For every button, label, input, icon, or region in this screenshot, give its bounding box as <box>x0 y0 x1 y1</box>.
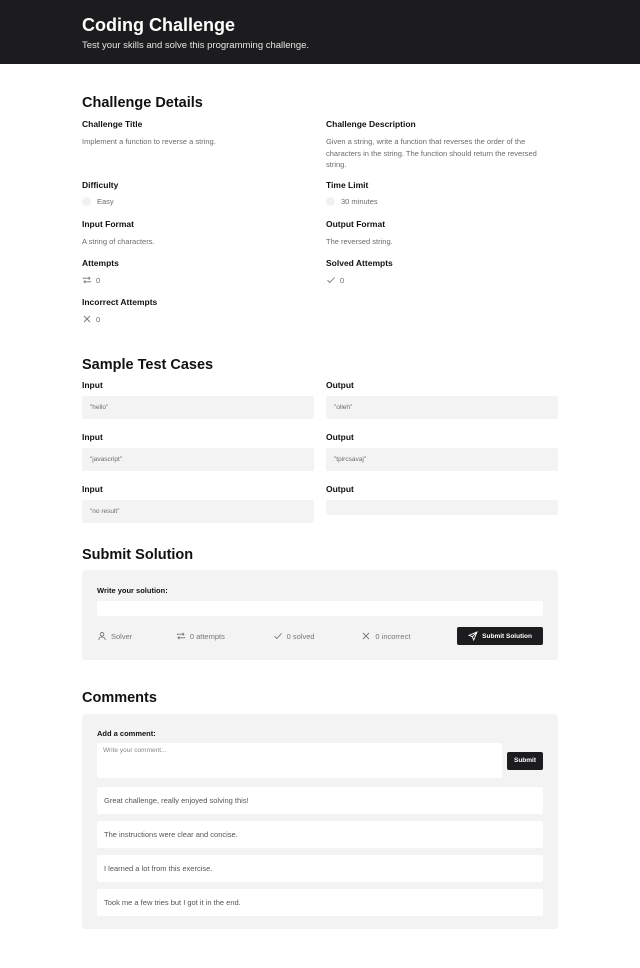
x-icon <box>361 631 371 641</box>
main-content <box>0 95 640 929</box>
difficulty-icon <box>82 197 91 206</box>
write-solution-label: Write your solution: <box>97 586 168 595</box>
input-label: Input <box>82 380 103 390</box>
comment-list <box>97 787 543 916</box>
test-case-input <box>82 380 326 432</box>
comment-item: I learned a lot from this exercise. <box>97 855 543 882</box>
comment-item: Took me a few tries but I got it in the end. <box>97 889 543 916</box>
challenge-details-title: Challenge Details <box>82 95 203 111</box>
send-icon <box>468 631 478 641</box>
clock-icon <box>326 197 335 206</box>
comments-panel <box>82 714 558 929</box>
submit-attempts-label: 0 attempts <box>189 631 225 641</box>
test-output-box <box>326 500 558 515</box>
comment-submit-button[interactable]: Submit <box>507 752 543 770</box>
check-icon <box>326 275 336 285</box>
output-format-field <box>326 219 558 258</box>
page-title: Coding Challenge <box>82 15 235 35</box>
details-grid <box>82 119 558 336</box>
solution-input[interactable] <box>97 601 543 616</box>
test-case-output <box>326 432 558 484</box>
output-format-value: The reversed string. <box>326 237 393 246</box>
submit-solved-label: 0 solved <box>286 631 315 641</box>
challenge-description-field <box>326 119 558 180</box>
test-input-box: "no result" <box>82 500 314 523</box>
challenge-title-label: Challenge Title <box>82 119 143 129</box>
difficulty-label: Difficulty <box>82 180 119 190</box>
test-input-box: "javascript" <box>82 448 314 471</box>
test-input-box: "hello" <box>82 396 314 419</box>
test-case-output <box>326 484 558 529</box>
submit-incorrect-label: 0 incorrect <box>375 631 411 641</box>
incorrect-attempts-label: Incorrect Attempts <box>82 297 158 307</box>
submit-panel <box>82 570 558 660</box>
input-format-field <box>82 219 326 258</box>
output-label: Output <box>326 432 354 442</box>
attempts-field <box>82 258 326 297</box>
submit-solved <box>273 631 362 641</box>
challenge-description-label: Challenge Description <box>326 119 416 129</box>
test-output-box: "tpircsavaj" <box>326 448 558 471</box>
submit-solution-button[interactable] <box>457 627 543 645</box>
incorrect-attempts-field <box>82 297 326 336</box>
add-comment-row <box>97 743 543 778</box>
repeat-icon <box>176 631 186 641</box>
input-label: Input <box>82 484 103 494</box>
submit-solution-label: Submit Solution <box>482 632 532 640</box>
difficulty-field <box>82 180 326 219</box>
output-label: Output <box>326 484 354 494</box>
challenge-title-field <box>82 119 326 180</box>
comment-input[interactable]: Write your comment... <box>97 743 502 778</box>
test-case-input <box>82 484 326 529</box>
test-case-input <box>82 432 326 484</box>
time-limit-value: 30 minutes <box>341 197 378 206</box>
submit-section <box>82 547 558 660</box>
comments-title: Comments <box>82 690 157 706</box>
challenge-details-section <box>82 95 558 336</box>
test-cases-section <box>82 357 558 529</box>
solved-attempts-field <box>326 258 558 297</box>
test-cases-grid <box>82 380 558 529</box>
challenge-title-value: Implement a function to reverse a string. <box>82 137 216 146</box>
output-label: Output <box>326 380 354 390</box>
test-case-output <box>326 380 558 432</box>
comments-section <box>82 690 558 929</box>
page-header <box>0 0 640 64</box>
input-format-value: A string of characters. <box>82 237 155 246</box>
user-icon <box>97 631 107 641</box>
check-icon <box>273 631 283 641</box>
submit-stats-row <box>97 627 543 645</box>
input-label: Input <box>82 432 103 442</box>
time-limit-label: Time Limit <box>326 180 369 190</box>
test-output-box: "olleh" <box>326 396 558 419</box>
incorrect-attempts-value: 0 <box>96 314 101 324</box>
submit-attempts <box>176 631 273 641</box>
attempts-value: 0 <box>96 275 101 285</box>
submit-user <box>97 631 176 641</box>
output-format-label: Output Format <box>326 219 386 229</box>
challenge-description-value: Given a string, write a function that reverses the order of the characters in the string. The function should return the reversed string. <box>326 137 537 169</box>
page-subtitle: Test your skills and solve this programming challenge. <box>82 40 310 51</box>
difficulty-value: Easy <box>97 197 114 206</box>
repeat-icon <box>82 275 92 285</box>
attempts-label: Attempts <box>82 258 119 268</box>
solved-attempts-value: 0 <box>340 275 345 285</box>
submit-incorrect <box>361 631 457 641</box>
input-format-label: Input Format <box>82 219 134 229</box>
submit-title: Submit Solution <box>82 547 194 563</box>
add-comment-label: Add a comment: <box>97 729 156 738</box>
solved-attempts-label: Solved Attempts <box>326 258 393 268</box>
comment-item: Great challenge, really enjoyed solving this! <box>97 787 543 814</box>
x-icon <box>82 314 92 324</box>
test-cases-title: Sample Test Cases <box>82 357 214 373</box>
comment-item: The instructions were clear and concise. <box>97 821 543 848</box>
submit-user-label: Solver <box>111 631 133 641</box>
time-limit-field <box>326 180 558 219</box>
